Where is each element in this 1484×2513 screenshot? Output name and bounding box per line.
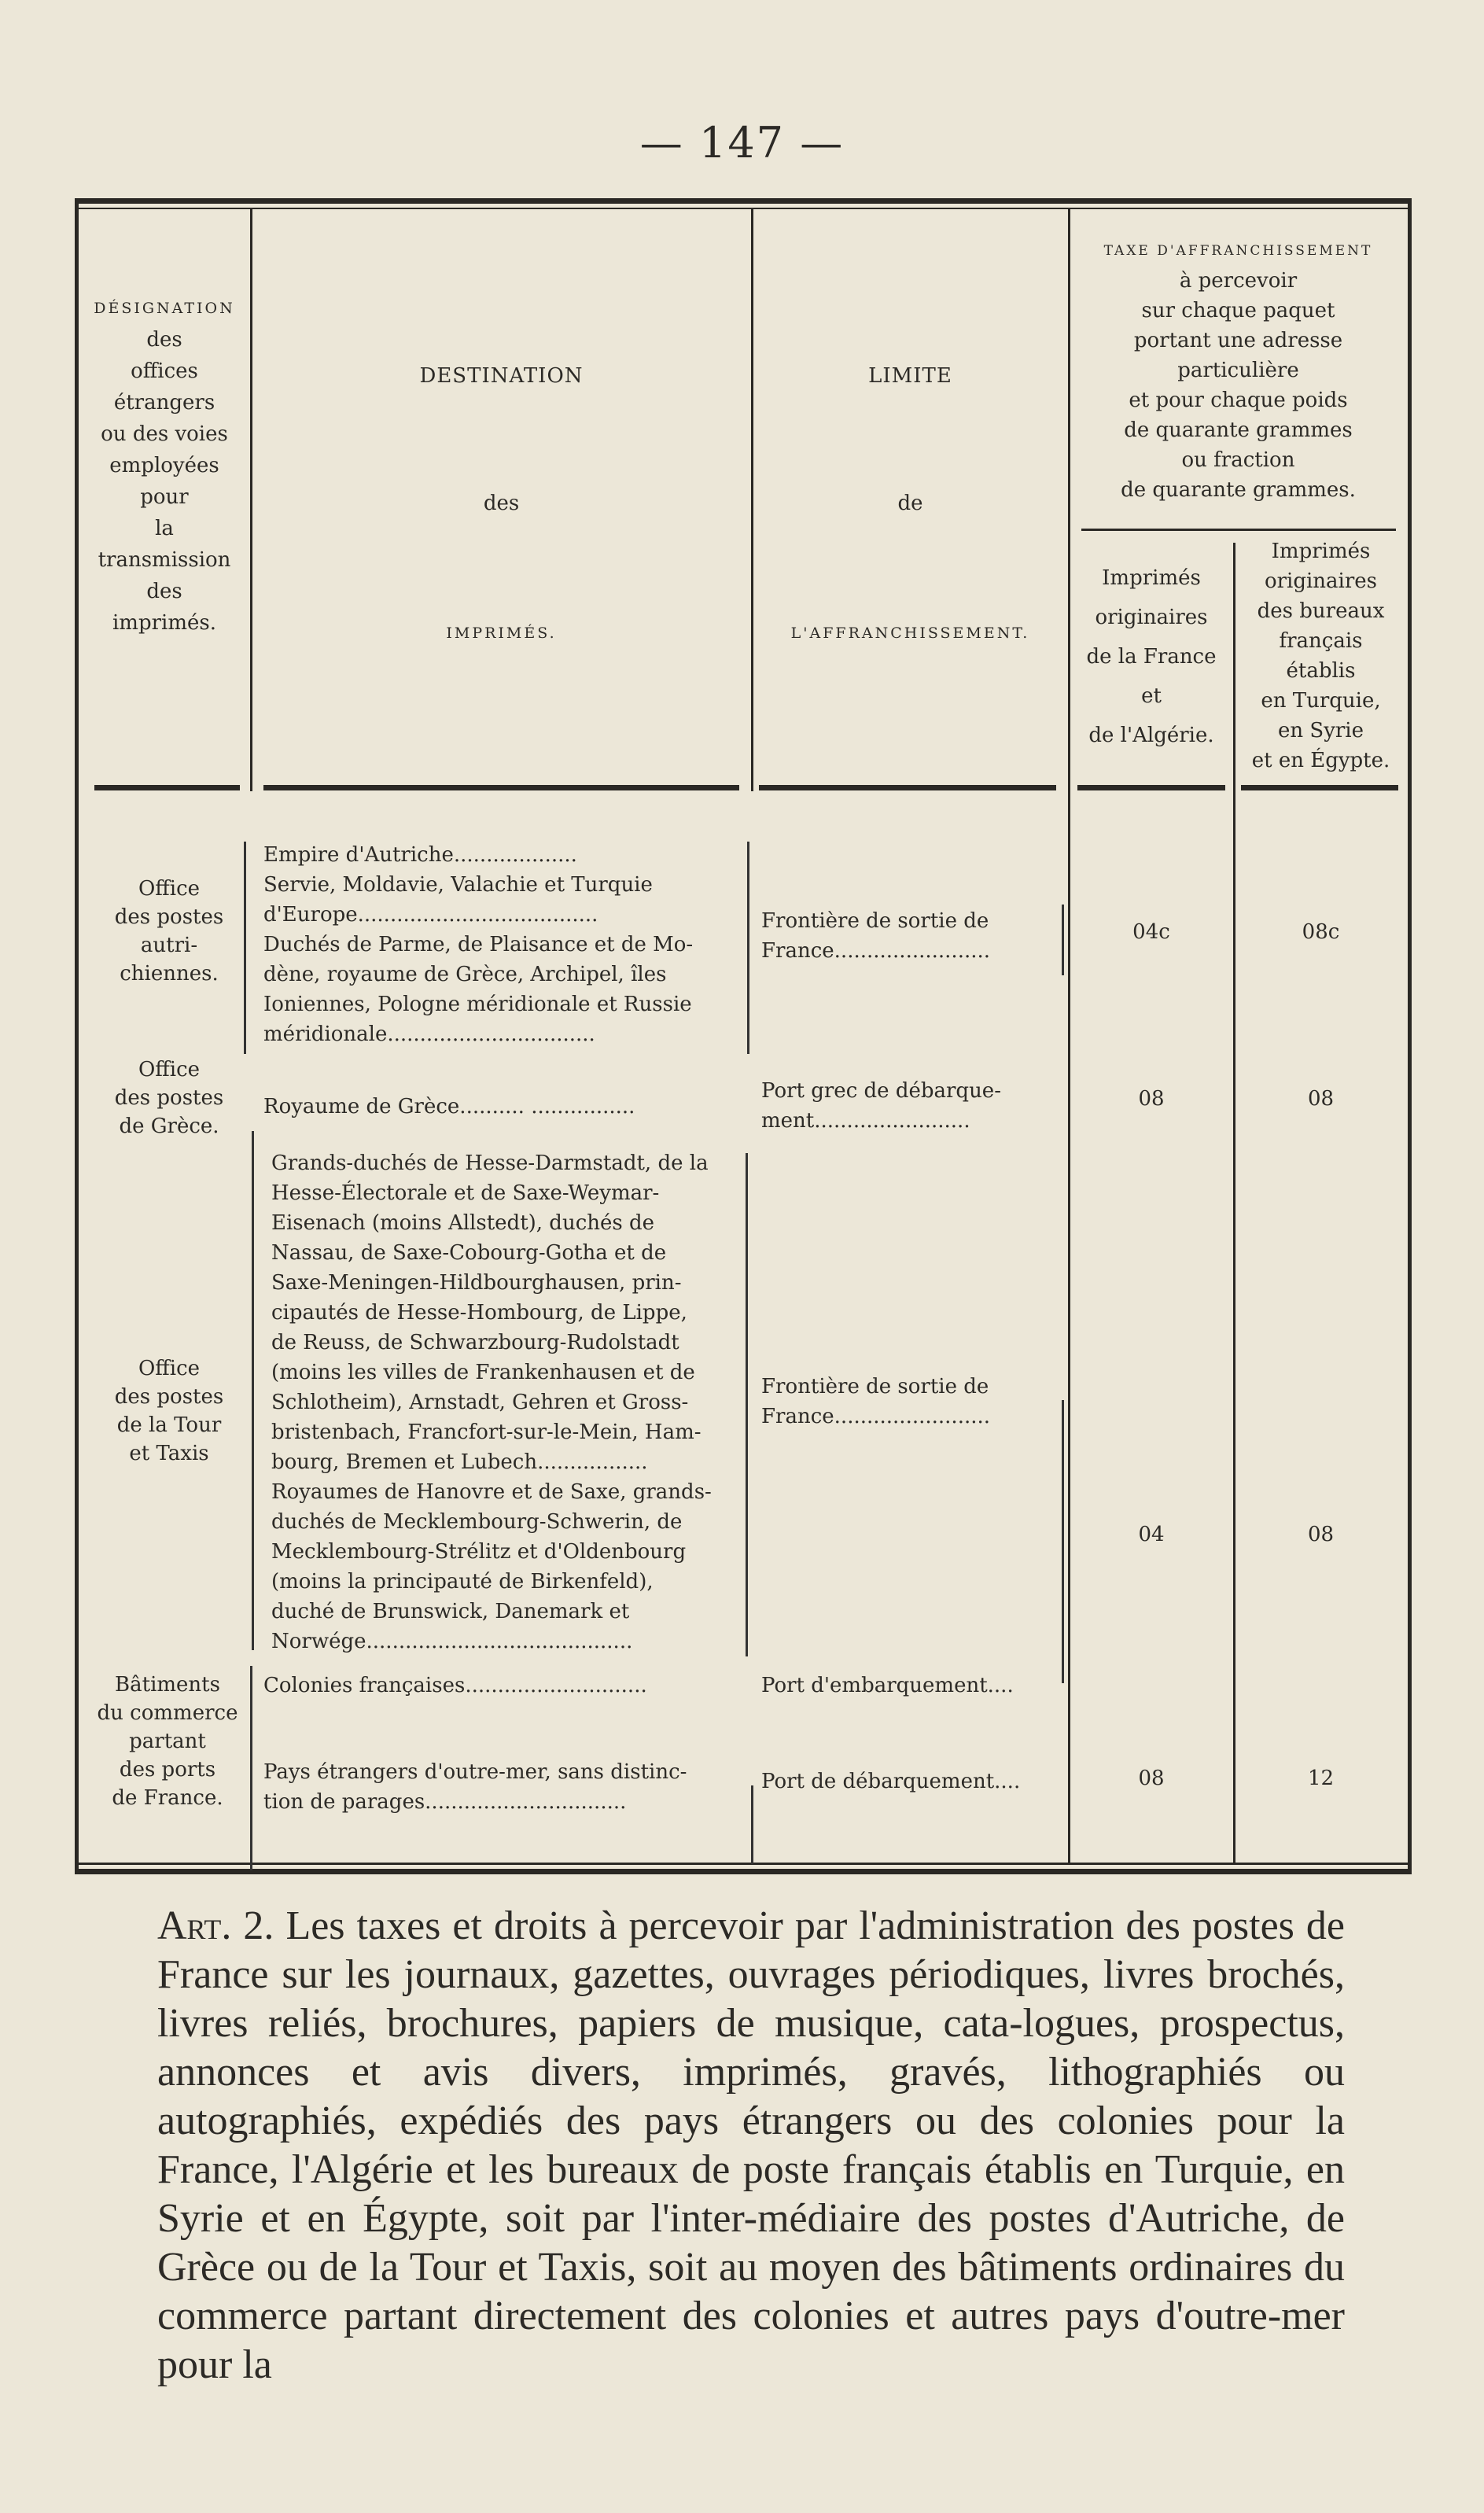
table-row-office [85, 1671, 250, 1812]
brace-line [1062, 1400, 1067, 1683]
destination-line: de Reuss, de Schwarzbourg-Rudolstadt [271, 1331, 679, 1354]
header-designation [80, 293, 249, 639]
header-limite: LIMITE [868, 364, 952, 388]
rate-france: 04 [1138, 1523, 1165, 1546]
table-row-office [90, 875, 248, 988]
table-row-office [90, 1354, 248, 1468]
brace-line [751, 1785, 757, 1864]
office-line: Office [138, 1058, 201, 1081]
header-taxe-sub-line: et [1141, 684, 1162, 708]
destination-line: duchés de Mecklembourg-Schwerin, de [271, 1510, 683, 1534]
office-line: chiennes. [120, 962, 219, 986]
table-row-destination [263, 1092, 743, 1122]
office-line: de Grèce. [119, 1115, 219, 1138]
brace-line [1062, 905, 1067, 975]
header-destination-imprimes: IMPRIMÉS. [446, 625, 557, 642]
header-taxe-sub-line: de l'Algérie. [1088, 724, 1214, 747]
table-row-limite [761, 1372, 1060, 1432]
destination-line: Nassau, de Saxe-Cobourg-Gotha et de [271, 1241, 667, 1265]
rate-levant: 08c [1302, 920, 1340, 944]
destination-line: duché de Brunswick, Danemark et [271, 1600, 630, 1623]
destination-line: Hesse-Électorale et de Saxe-Weymar- [271, 1181, 660, 1205]
office-line: des postes [114, 905, 224, 929]
header-designation-line: transmission [98, 548, 231, 572]
header-destination [256, 360, 747, 392]
header-designation-line: DÉSIGNATION [94, 300, 235, 317]
header-designation-line: des [146, 580, 182, 603]
header-rule-2 [263, 785, 739, 790]
rate-levant: 08 [1307, 1523, 1335, 1546]
brace-line [250, 1666, 256, 1870]
header-rule-4 [1077, 785, 1225, 790]
col-divider-3 [1068, 209, 1070, 791]
destination-line: cipautés de Hesse-Hombourg, de Lippe, [271, 1301, 687, 1325]
destination-line: d'Europe..................................... [263, 903, 598, 927]
rate-levant: 12 [1307, 1767, 1335, 1790]
table-row-limite [761, 1671, 1060, 1701]
header-rule-3 [759, 785, 1056, 790]
header-designation-line: ou des voies [101, 422, 228, 446]
destination-line: Eisenach (moins Allstedt), duchés de [271, 1211, 655, 1235]
header-taxe-sub-line: établis [1286, 659, 1356, 683]
header-designation-line: étrangers [113, 391, 215, 415]
brace-line [252, 1131, 257, 1650]
destination-line: Saxe-Meningen-Hildbourghausen, prin- [271, 1271, 682, 1295]
header-taxe-line: et pour chaque poids [1129, 389, 1348, 412]
header-destination-des: des [483, 492, 520, 515]
article-paragraph [157, 1902, 1345, 2390]
limite-line: ment........................ [761, 1109, 970, 1133]
article-label: Art. 2. [157, 1903, 274, 1948]
header-limite-affranchissement: L'AFFRANCHISSEMENT. [790, 625, 1030, 642]
header-taxe-sub-line: français [1279, 629, 1363, 653]
limite-line: Port grec de débarque- [761, 1079, 1001, 1103]
col-divider-4 [1233, 543, 1235, 1864]
header-taxe-sub-line: originaires [1095, 606, 1208, 629]
header-taxe-line: ou fraction [1181, 448, 1295, 472]
destination-line: Empire d'Autriche................... [263, 843, 577, 867]
office-line: des postes [114, 1086, 224, 1110]
destination-line: Mecklembourg-Strélitz et d'Oldenbourg [271, 1540, 687, 1564]
destination-line: Duchés de Parme, de Plaisance et de Mo- [263, 933, 694, 956]
destination-line: bristenbach, Francfort-sur-le-Mein, Ham- [271, 1420, 701, 1444]
brace-line [747, 842, 753, 1054]
header-taxe-line: de quarante grammes [1124, 418, 1353, 442]
limite-line: Frontière de sortie de [761, 1375, 989, 1398]
header-destination-title: DESTINATION [419, 364, 584, 388]
article-text: Les taxes et droits à percevoir par l'administration des postes de France sur les journaux, gazettes, ouvrages périodiques, livres brochés, livres reliés, brochures, papiers de musique, cata-logues, prospectus, annonces et avis divers, imprimés, gravés, lithographiés ou autographiés, expédiés des pays étrangers ou des colonies pour la France, l'Algérie et les bureaux de poste français établis en Turquie, en Syrie et en Égypte, soit par l'inter-médiaire des postes d'Autriche, de Grèce ou de la Tour et Taxis, soit au moyen des bâtiments ordinaires du commerce partant directement des colonies et autres pays d'outre-mer pour la [157, 1903, 1345, 2387]
office-line: des postes [114, 1385, 224, 1409]
rate-france: 04c [1132, 920, 1170, 944]
header-designation-line: employées [109, 454, 219, 477]
header-taxe-sub-line: Imprimés [1102, 566, 1201, 590]
rate-france: 08 [1138, 1087, 1165, 1111]
header-taxe-line: à percevoir [1179, 269, 1298, 293]
header-limite-de: de [897, 492, 923, 515]
header-taxe-line: sur chaque paquet [1141, 299, 1335, 322]
table-row-limite [761, 1767, 1060, 1796]
table-top-border [75, 198, 1412, 204]
rate-france: 08 [1138, 1767, 1165, 1790]
header-taxe-sub-levant [1236, 536, 1405, 776]
destination-line: Schlotheim), Arnstadt, Gehren et Gross- [271, 1391, 689, 1414]
limite-line: Frontière de sortie de [761, 909, 989, 933]
office-line: de France. [112, 1786, 223, 1810]
office-line: du commerce [97, 1701, 238, 1725]
header-taxe-sub-line: Imprimés [1271, 540, 1371, 563]
header-designation-line: la [155, 517, 174, 540]
destination-line: Grands-duchés de Hesse-Darmstadt, de la [271, 1151, 709, 1175]
office-line: de la Tour [116, 1413, 222, 1437]
header-taxe-sub-line: en Turquie, [1261, 689, 1381, 713]
brace-line [244, 842, 249, 1054]
header-taxe-line: de quarante grammes. [1121, 478, 1356, 502]
office-line: autri- [140, 934, 198, 957]
header-taxe-line: portant une adresse [1133, 329, 1343, 352]
col-divider-2 [751, 209, 753, 791]
table-row-destination [271, 1148, 743, 1656]
office-line: des ports [119, 1758, 216, 1782]
table-bottom-border-thin [75, 1863, 1412, 1865]
taxe-sub-rule [1081, 529, 1396, 531]
col-divider-1 [250, 209, 252, 791]
destination-line: Ioniennes, Pologne méridionale et Russie [263, 993, 692, 1016]
header-taxe-sub-line: originaires [1264, 569, 1378, 593]
header-taxe [1071, 236, 1405, 505]
destination-line: (moins la principauté de Birkenfeld), [271, 1570, 654, 1594]
brace-line [746, 1153, 751, 1656]
table-row-office [90, 1056, 248, 1140]
table-right-border [1408, 198, 1412, 1874]
header-designation-line: pour [140, 485, 189, 509]
header-taxe-sub-line: en Syrie [1277, 719, 1364, 742]
destination-line: (moins les villes de Frankenhausen et de [271, 1361, 695, 1384]
header-designation-line: des [146, 328, 182, 352]
destination-line: Colonies françaises............................ [263, 1674, 647, 1697]
limite-line: France........................ [761, 1405, 991, 1428]
destination-line: bourg, Bremen et Lubech................. [271, 1450, 648, 1474]
office-line: partant [129, 1730, 206, 1753]
destination-line: dène, royaume de Grèce, Archipel, îles [263, 963, 667, 986]
limite-line: France........................ [761, 939, 991, 963]
header-rule-1 [94, 785, 240, 790]
header-taxe-sub-line: de la France [1086, 645, 1217, 669]
col-divider-3-body [1068, 791, 1070, 1864]
header-taxe-sub-line: des bureaux [1257, 599, 1385, 623]
limite-line: Port d'embarquement.... [761, 1674, 1014, 1697]
table-row-destination [263, 1671, 743, 1701]
header-taxe-sub-line: et en Égypte. [1251, 749, 1390, 772]
header-taxe-line: TAXE D'AFFRANCHISSEMENT [1103, 243, 1373, 259]
office-line: Office [138, 1357, 201, 1380]
table-top-border-thin [75, 208, 1412, 209]
destination-line: tion de parages............................... [263, 1790, 627, 1814]
page-number: — 147 — [639, 118, 845, 168]
destination-line: Servie, Moldavie, Valachie et Turquie [263, 873, 653, 897]
destination-line: Royaume de Grèce.......... ................ [263, 1095, 635, 1118]
table-row-limite [761, 1076, 1060, 1136]
header-taxe-sub-france [1071, 558, 1232, 755]
table-row-limite [761, 906, 1060, 966]
header-rule-5 [1241, 785, 1398, 790]
limite-line: Port de débarquement.... [761, 1770, 1021, 1793]
destination-line: Norwége......................................... [271, 1630, 633, 1653]
table-bottom-border [75, 1869, 1412, 1874]
destination-line: Royaumes de Hanovre et de Saxe, grands- [271, 1480, 712, 1504]
table-row-destination [263, 840, 743, 1049]
destination-line: Pays étrangers d'outre-mer, sans distinc- [263, 1760, 687, 1784]
table-row-destination [263, 1757, 743, 1817]
rate-levant: 08 [1307, 1087, 1335, 1111]
header-designation-line: imprimés. [112, 611, 216, 635]
office-line: et Taxis [129, 1442, 209, 1465]
office-line: Office [138, 877, 201, 901]
header-designation-line: offices [131, 359, 198, 383]
office-line: Bâtiments [115, 1673, 220, 1697]
table-left-border [75, 198, 79, 1874]
header-taxe-line: particulière [1177, 359, 1299, 382]
destination-line: méridionale................................ [263, 1023, 595, 1046]
